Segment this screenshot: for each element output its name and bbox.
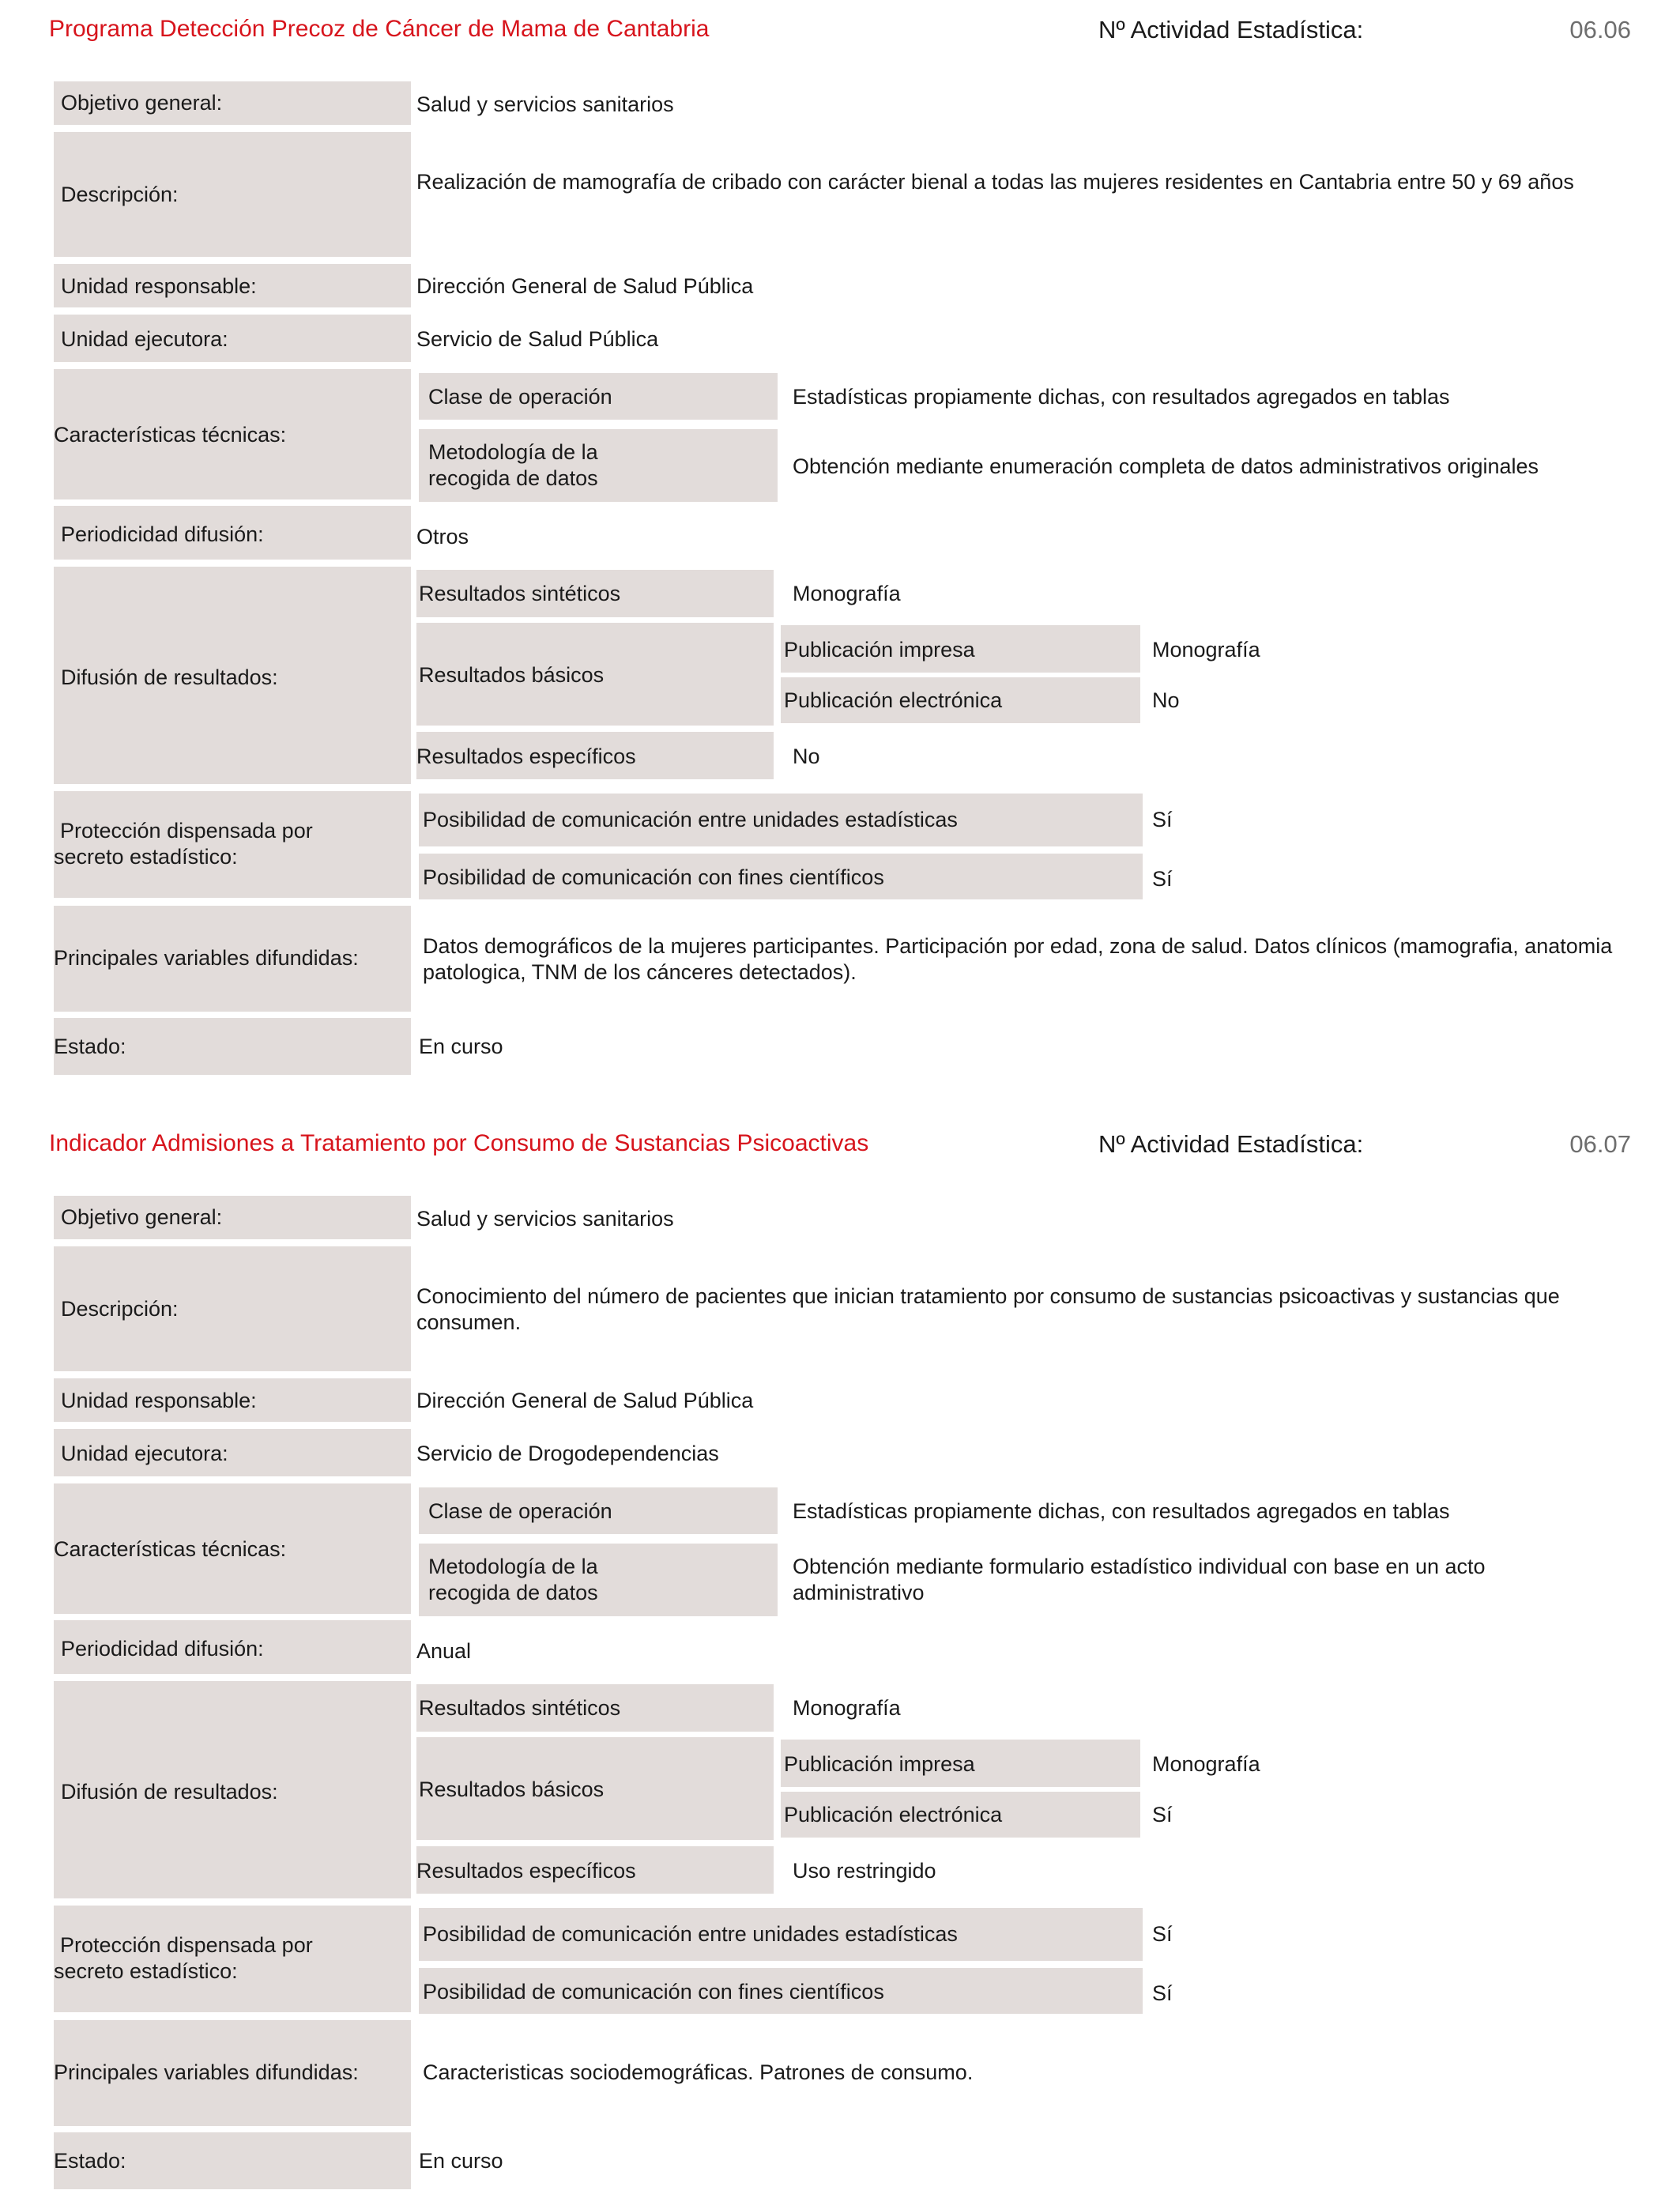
sinteticos-label: Resultados sintéticos bbox=[419, 1696, 621, 1720]
com-unidades-value: Sí bbox=[1152, 1922, 1173, 1946]
statistical-activity-card bbox=[0, 0, 1680, 1091]
estado-value: En curso bbox=[419, 2149, 503, 2173]
difusion-label: Difusión de resultados: bbox=[61, 1780, 278, 1804]
statistical-activity-card bbox=[0, 1114, 1680, 2194]
activity-number: 06.07 bbox=[1569, 1130, 1631, 1158]
sinteticos-value: Monografía bbox=[793, 582, 901, 605]
variables-value: Datos demográficos de la mujeres participantes. Participación por edad, zona de salud. Datos clínicos (mamografia, anatomia patologica, TNM de los cánceres detectados). bbox=[423, 934, 1613, 984]
com-unidades-label: Posibilidad de comunicación entre unidades estadísticas bbox=[423, 1922, 958, 1946]
activity-title: Indicador Admisiones a Tratamiento por Consumo de Sustancias Psicoactivas bbox=[49, 1130, 869, 1156]
metodologia-label: Metodología de la recogida de datos bbox=[428, 440, 598, 490]
caracteristicas-label: Características técnicas: bbox=[54, 1537, 287, 1561]
sinteticos-label: Resultados sintéticos bbox=[419, 582, 621, 605]
impresa-value: Monografía bbox=[1152, 1752, 1260, 1776]
metodologia-value: Obtención mediante enumeración completa de datos administrativos originales bbox=[793, 454, 1539, 478]
objetivo-value: Salud y servicios sanitarios bbox=[416, 1207, 674, 1231]
unidad-ejecutora-value: Servicio de Drogodependencias bbox=[416, 1442, 719, 1465]
clase-value: Estadísticas propiamente dichas, con resultados agregados en tablas bbox=[793, 385, 1450, 409]
objetivo-label: Objetivo general: bbox=[61, 91, 223, 115]
unidad-responsable-label: Unidad responsable: bbox=[61, 274, 257, 298]
activity-number-label: Nº Actividad Estadística: bbox=[1098, 1130, 1364, 1158]
metodologia-label: Metodología de la recogida de datos bbox=[428, 1555, 598, 1604]
estado-label: Estado: bbox=[54, 1035, 126, 1058]
com-cientificos-label: Posibilidad de comunicación con fines científicos bbox=[423, 865, 884, 889]
unidad-responsable-value: Dirección General de Salud Pública bbox=[416, 1389, 754, 1412]
periodicidad-value: Anual bbox=[416, 1639, 472, 1663]
proteccion-label: Protección dispensada por secreto estadístico: bbox=[54, 819, 313, 869]
caracteristicas-label: Características técnicas: bbox=[54, 423, 287, 447]
clase-label: Clase de operación bbox=[428, 385, 612, 409]
periodicidad-value: Otros bbox=[416, 525, 469, 548]
unidad-responsable-value: Dirección General de Salud Pública bbox=[416, 274, 754, 298]
basicos-label: Resultados básicos bbox=[419, 663, 605, 687]
descripcion-value: Conocimiento del número de pacientes que inician tratamiento por consumo de sustancias psicoactivas y sustancias que consumen. bbox=[416, 1284, 1560, 1334]
com-unidades-label: Posibilidad de comunicación entre unidades estadísticas bbox=[423, 808, 958, 831]
electronica-value: No bbox=[1152, 688, 1180, 712]
com-unidades-value: Sí bbox=[1152, 808, 1173, 831]
descripcion-value: Realización de mamografía de cribado con carácter bienal a todas las mujeres residentes en Cantabria entre 50 y 69 años bbox=[416, 170, 1574, 194]
objetivo-value: Salud y servicios sanitarios bbox=[416, 92, 674, 116]
estado-label: Estado: bbox=[54, 2149, 126, 2173]
variables-label: Principales variables difundidas: bbox=[54, 2060, 359, 2084]
impresa-label: Publicación impresa bbox=[784, 638, 975, 662]
activity-title: Programa Detección Precoz de Cáncer de Mama de Cantabria bbox=[49, 16, 710, 42]
activity-header bbox=[49, 1124, 1631, 1171]
proteccion-label: Protección dispensada por secreto estadístico: bbox=[54, 1933, 313, 1983]
estado-value: En curso bbox=[419, 1035, 503, 1058]
difusion-label: Difusión de resultados: bbox=[61, 665, 278, 689]
electronica-value: Sí bbox=[1152, 1803, 1173, 1826]
periodicidad-label: Periodicidad difusión: bbox=[61, 522, 264, 546]
unidad-ejecutora-label: Unidad ejecutora: bbox=[61, 327, 228, 351]
electronica-label: Publicación electrónica bbox=[784, 688, 1003, 712]
unidad-ejecutora-value: Servicio de Salud Pública bbox=[416, 327, 659, 351]
clase-value: Estadísticas propiamente dichas, con resultados agregados en tablas bbox=[793, 1499, 1450, 1523]
descripcion-label: Descripción: bbox=[61, 183, 179, 206]
activity-header bbox=[49, 9, 1631, 57]
com-cientificos-value: Sí bbox=[1152, 867, 1173, 891]
especificos-value: No bbox=[793, 745, 820, 768]
com-cientificos-value: Sí bbox=[1152, 1981, 1173, 2005]
descripcion-label: Descripción: bbox=[61, 1297, 179, 1321]
clase-label: Clase de operación bbox=[428, 1499, 612, 1523]
variables-label: Principales variables difundidas: bbox=[54, 946, 359, 970]
activity-number: 06.06 bbox=[1569, 16, 1631, 43]
unidad-responsable-label: Unidad responsable: bbox=[61, 1389, 257, 1412]
objetivo-label: Objetivo general: bbox=[61, 1205, 223, 1229]
metodologia-value: Obtención mediante formulario estadístico individual con base en un acto administrativo bbox=[793, 1555, 1486, 1604]
variables-value: Caracteristicas sociodemográficas. Patrones de consumo. bbox=[423, 2060, 974, 2084]
impresa-label: Publicación impresa bbox=[784, 1752, 975, 1776]
electronica-label: Publicación electrónica bbox=[784, 1803, 1003, 1826]
activity-number-label: Nº Actividad Estadística: bbox=[1098, 16, 1364, 43]
impresa-value: Monografía bbox=[1152, 638, 1260, 662]
sinteticos-value: Monografía bbox=[793, 1696, 901, 1720]
unidad-ejecutora-label: Unidad ejecutora: bbox=[61, 1442, 228, 1465]
especificos-value: Uso restringido bbox=[793, 1859, 936, 1883]
com-cientificos-label: Posibilidad de comunicación con fines científicos bbox=[423, 1980, 884, 2004]
basicos-label: Resultados básicos bbox=[419, 1777, 605, 1801]
periodicidad-label: Periodicidad difusión: bbox=[61, 1637, 264, 1661]
especificos-label: Resultados específicos bbox=[416, 745, 636, 768]
especificos-label: Resultados específicos bbox=[416, 1859, 636, 1883]
